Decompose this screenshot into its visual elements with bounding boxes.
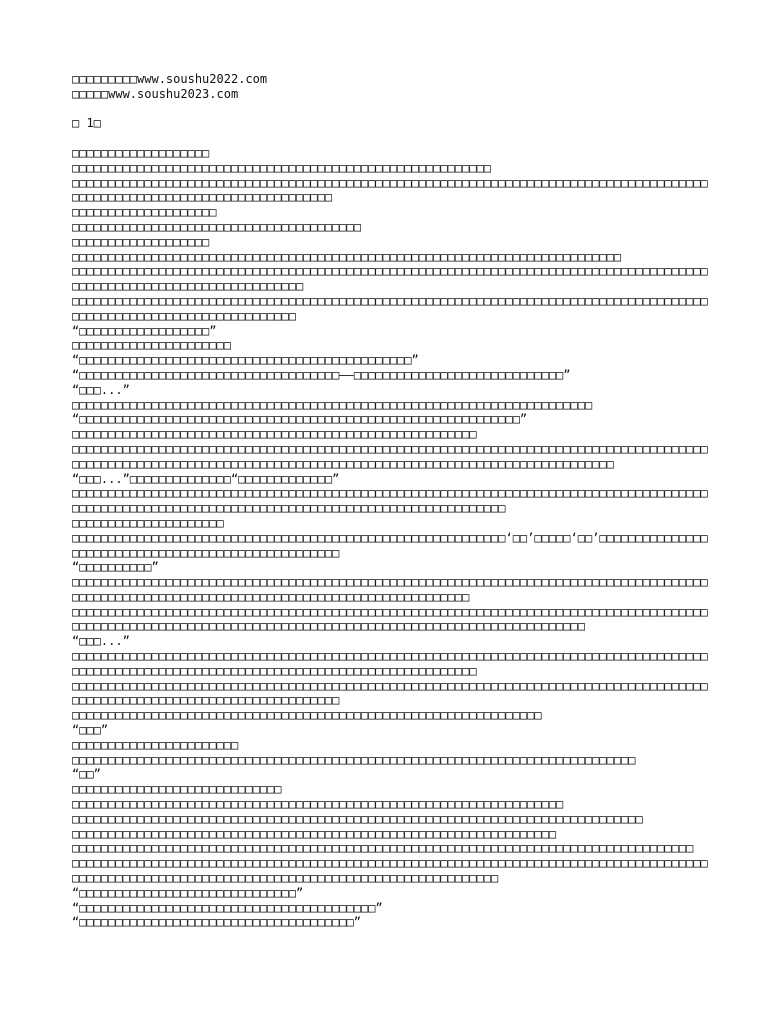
body-paragraph: “□□□□□□□□□□□□□□□□□□□□□□□□□□□□□□□□□□□□——□□□□□□□□□□□□□□□□□□□□□□□□□□□□□” [72, 367, 571, 382]
spacer [72, 102, 712, 117]
body-paragraph: □□□□□□□□□□□□□□□□□□□□□□□□□□□□□ [72, 782, 282, 797]
body-paragraph: “□□□...” [72, 634, 130, 649]
body-paragraph: “□□□” [72, 723, 109, 738]
body-paragraph: □□□□□□□□□□□□□□□□□□□□□□□□□□□□□□□□□□□□□□□□□□□□□□□□□□□□□□□□□□□□□□□□□□□□□□□□□□□□ [72, 249, 622, 264]
source-url-line-1: □□□□□□□□□www.soushu2022.com [72, 72, 268, 86]
body-paragraph: □□□□□□□□□□□□□□□□□□□□□□ [72, 338, 231, 353]
body-paragraph: □□□□□□□□□□□□□□□□□□□□ [72, 205, 217, 220]
body-paragraph: □□□□□□□□□□□□□□□□□□□□□□□□□□□□□□□□□□□□□□□□□□□□□□□□□□□□□□□□□□□□□□□□□□□□□□□□□□□□□□□□□□□□□□□□□□□□□□□□□□□□□□□□□□□□□□□□□□□□□□□□ [72, 264, 708, 294]
body-paragraph: □□□□□□□□□□□□□□□□□□□□□□□□□□□□□□□□□□□□□□□□ [72, 219, 361, 234]
body-paragraph: “□□□□□□□□□□□□□□□□□□□□□□□□□□□□□□□□□□□□□□□□□□□□□□□□□□□□□□□□□□□□□” [72, 412, 528, 427]
body-paragraph: □□□□□□□□□□□□□□□□□□□□□□□□□□□□□□□□□□□□□□□□□□□□□□□□□□□□□□□□□□ [72, 160, 492, 175]
body-paragraph: “□□□□□□□□□□□□□□□□□□□□□□□□□□□□□□□□□□□□□□□□□□□□□□” [72, 353, 419, 368]
body-paragraph: “□□□□□□□□□□□□□□□□□□□□□□□□□□□□□□□□□□□□□□□□□” [72, 900, 383, 915]
body-paragraph: “□□□...”□□□□□□□□□□□□□□“□□□□□□□□□□□□□” [72, 471, 340, 486]
source-url-line-2: □□□□□www.soushu2023.com [72, 86, 239, 101]
body-paragraph: □□□□□□□□□□□□□□□□□□□ [72, 145, 210, 160]
body-paragraph: “□□□□□□□□□□” [72, 560, 159, 575]
body-paragraph: □□□□□□□□□□□□□□□□□□□□□□□□□□□□□□□□□□□□□□□□□□□□□□□□□□□□□□□□□□□□□□□□□□□□□□□□□□□□□□□□□□□□□□□□□□□□□□□□□□□□□□□□□□□□□□□□□□□□□□□□□□□□□□□□□□□□□□□□□□□□□□□□□□□□□□□□□□□□□□□□□□□ [72, 441, 708, 471]
body-paragraph: □□□□□□□□□□□□□□□□□□□□□□□□□□□□□□□□□□□□□□□□□□□□□□□□□□□□□□□□□□□□□□□□□□□□□□□□□□□□□□□□□□□□□□□□□□□□□□□□□□□□□□□□□□□□□□□□□□□□□□□□□□□□□ [72, 678, 708, 708]
body-paragraph: “□□□□□□□□□□□□□□□□□□□□□□□□□□□□□□□□□□□□□□” [72, 915, 361, 930]
body-paragraph: “□□□□□□□□□□□□□□□□□□□□□□□□□□□□□□” [72, 885, 304, 900]
body-paragraph: □□□□□□□□□□□□□□□□□□□□□□□□□□□□□□□□□□□□□□□□□□□□□□□□□□□□□□□□□□□□□□□□□□□□□□□□□□□□□□□ [72, 811, 643, 826]
body-paragraph: □□□□□□□□□□□□□□□□□□□□□□□□□□□□□□□□□□□□□□□□□□□□□□□□□□□□□□□□□□□□□□□□□□□□□□□□□□□□□□□□□□□□□□□□□□□□□□□□□□□□□□□□□□□□□□□□□□□□□□□ [72, 293, 708, 323]
body-paragraph: □□□□□□□□□□□□□□□□□□□□□□□□□□□□□□□□□□□□□□□□□□□□□□□□□□□□□□□□□□□□□□□□□□□□ [72, 797, 564, 812]
body-paragraph: □□□□□□□□□□□□□□□□□□□□□□□□□□□□□□□□□□□□□□□□□□□□□□□□□□□□□□□□□□□□□□□□□□□□□□□□□□□□□□□□□□□□□□□□□□□□□□□□□□□□□□□□□□□□□□□□□□□□□□□□□□□□□□□□□□□□□□□□□□□□□□□ [72, 575, 708, 604]
body-paragraph: □□□□□□□□□□□□□□□□□□□ [72, 234, 210, 249]
body-paragraph: □□□□□□□□□□□□□□□□□□□□□□□□□□□□□□□□□□□□□□□□□□□□□□□□□□□□□□□□□□□□□□□□□□□□□□□□□□□□□□□□□□□□□□ [72, 841, 694, 856]
spacer [72, 131, 712, 146]
body-paragraph: □□□□□□□□□□□□□□□□□□□□□□□□□□□□□□□□□□□□□□□□□□□□□□□□□□□□□□□□□□□□□□□□□□□□□□□□□□□□□□□□□□□□□□□□□□□□□□□□□□□□□□□□□□□□□□□□□□□□□□□□□□□□□□□□□□□□□□□□□□□□□□□□□□□□ [72, 486, 708, 516]
body-paragraph: □□□□□□□□□□□□□□□□□□□□□□□□□□□□□□□□□□□□□□□□□□□□□□□□□□□□□□□□□□□□□□□□□□□□□□□□□□□□□□□□□□□□□□□□□□□□□□□□□□□□□□□□□□□□□□□□□□□□□□□□□□□□□□□□□□□□□□□□□□□□□□□□□□□ [72, 856, 708, 886]
body-text [72, 146, 712, 930]
body-paragraph: “□□□...” [72, 382, 130, 397]
body-paragraph: □□□□□□□□□□□□□□□□□□□□□ [72, 515, 224, 530]
body-paragraph: □□□□□□□□□□□□□□□□□□□□□□□□□□□□□□□□□□□□□□□□□□□□□□□□□□□□□□□□□□□□□□□□□□□□□□□□□□□□□□□□□□□□□□□□□□□□□□□□□□□□□□□□□□□□□□□□□□□□□□□□□□□□ [72, 175, 708, 205]
body-paragraph: □□□□□□□□□□□□□□□□□□□□□□□□□□□□□□□□□□□□□□□□□□□□□□□□□□□□□□□□□□□□□□□□□□□□□□□□□□□□□□□□□□□□□□□□□□□□□□□□□□□□□□□□□□□□□□□□□□□□□□□□□□□□□□□□□□□□□□□□□□□□□□□□□□□□□□□□□□□□□□□ [72, 604, 708, 634]
body-paragraph: “□□□□□□□□□□□□□□□□□□” [72, 323, 217, 338]
body-paragraph: □□□□□□□□□□□□□□□□□□□□□□□□□□□□□□□□□□□□□□□□□□□□□□□□□□□□□□□□□□□□‘□□’□□□□□‘□□’□□□□□□□□□□□□□□□□□□□□□□□□□□□□□□□□□□□□□□□□□□□□□□□□□□□□ [72, 530, 708, 560]
body-paragraph: □□□□□□□□□□□□□□□□□□□□□□□□□□□□□□□□□□□□□□□□□□□□□□□□□□□□□□□□ [72, 427, 477, 442]
body-paragraph: □□□□□□□□□□□□□□□□□□□□□□□□□□□□□□□□□□□□□□□□□□□□□□□□□□□□□□□□□□□□□□□□□□□□□□□□□□□□□□ [72, 752, 636, 767]
body-paragraph: □□□□□□□□□□□□□□□□□□□□□□□□□□□□□□□□□□□□□□□□□□□□□□□□□□□□□□□□□□□□□□□□□□□□□□□□□□□□□□□□□□□□□□□□ [72, 649, 708, 664]
document-page [72, 72, 712, 930]
body-paragraph: □□□□□□□□□□□□□□□□□□□□□□□□□□□□□□□□□□□□□□□□□□□□□□□□□□□□□□□□□□□□□□□□□□□ [72, 826, 557, 841]
body-paragraph: □□□□□□□□□□□□□□□□□□□□□□□□□□□□□□□□□□□□□□□□□□□□□□□□□□□□□□□□□□□□□□□□□ [72, 708, 542, 723]
body-paragraph: □□□□□□□□□□□□□□□□□□□□□□□ [72, 737, 239, 752]
body-paragraph: “□□” [72, 767, 101, 782]
chapter-heading: □ 1□ [72, 116, 101, 131]
body-paragraph: □□□□□□□□□□□□□□□□□□□□□□□□□□□□□□□□□□□□□□□□□□□□□□□□□□□□□□□□□□□□□□□□□□□□□□□□ [72, 397, 593, 412]
body-paragraph: □□□□□□□□□□□□□□□□□□□□□□□□□□□□□□□□□□□□□□□□□□□□□□□□□□□□□□□□ [72, 663, 477, 678]
